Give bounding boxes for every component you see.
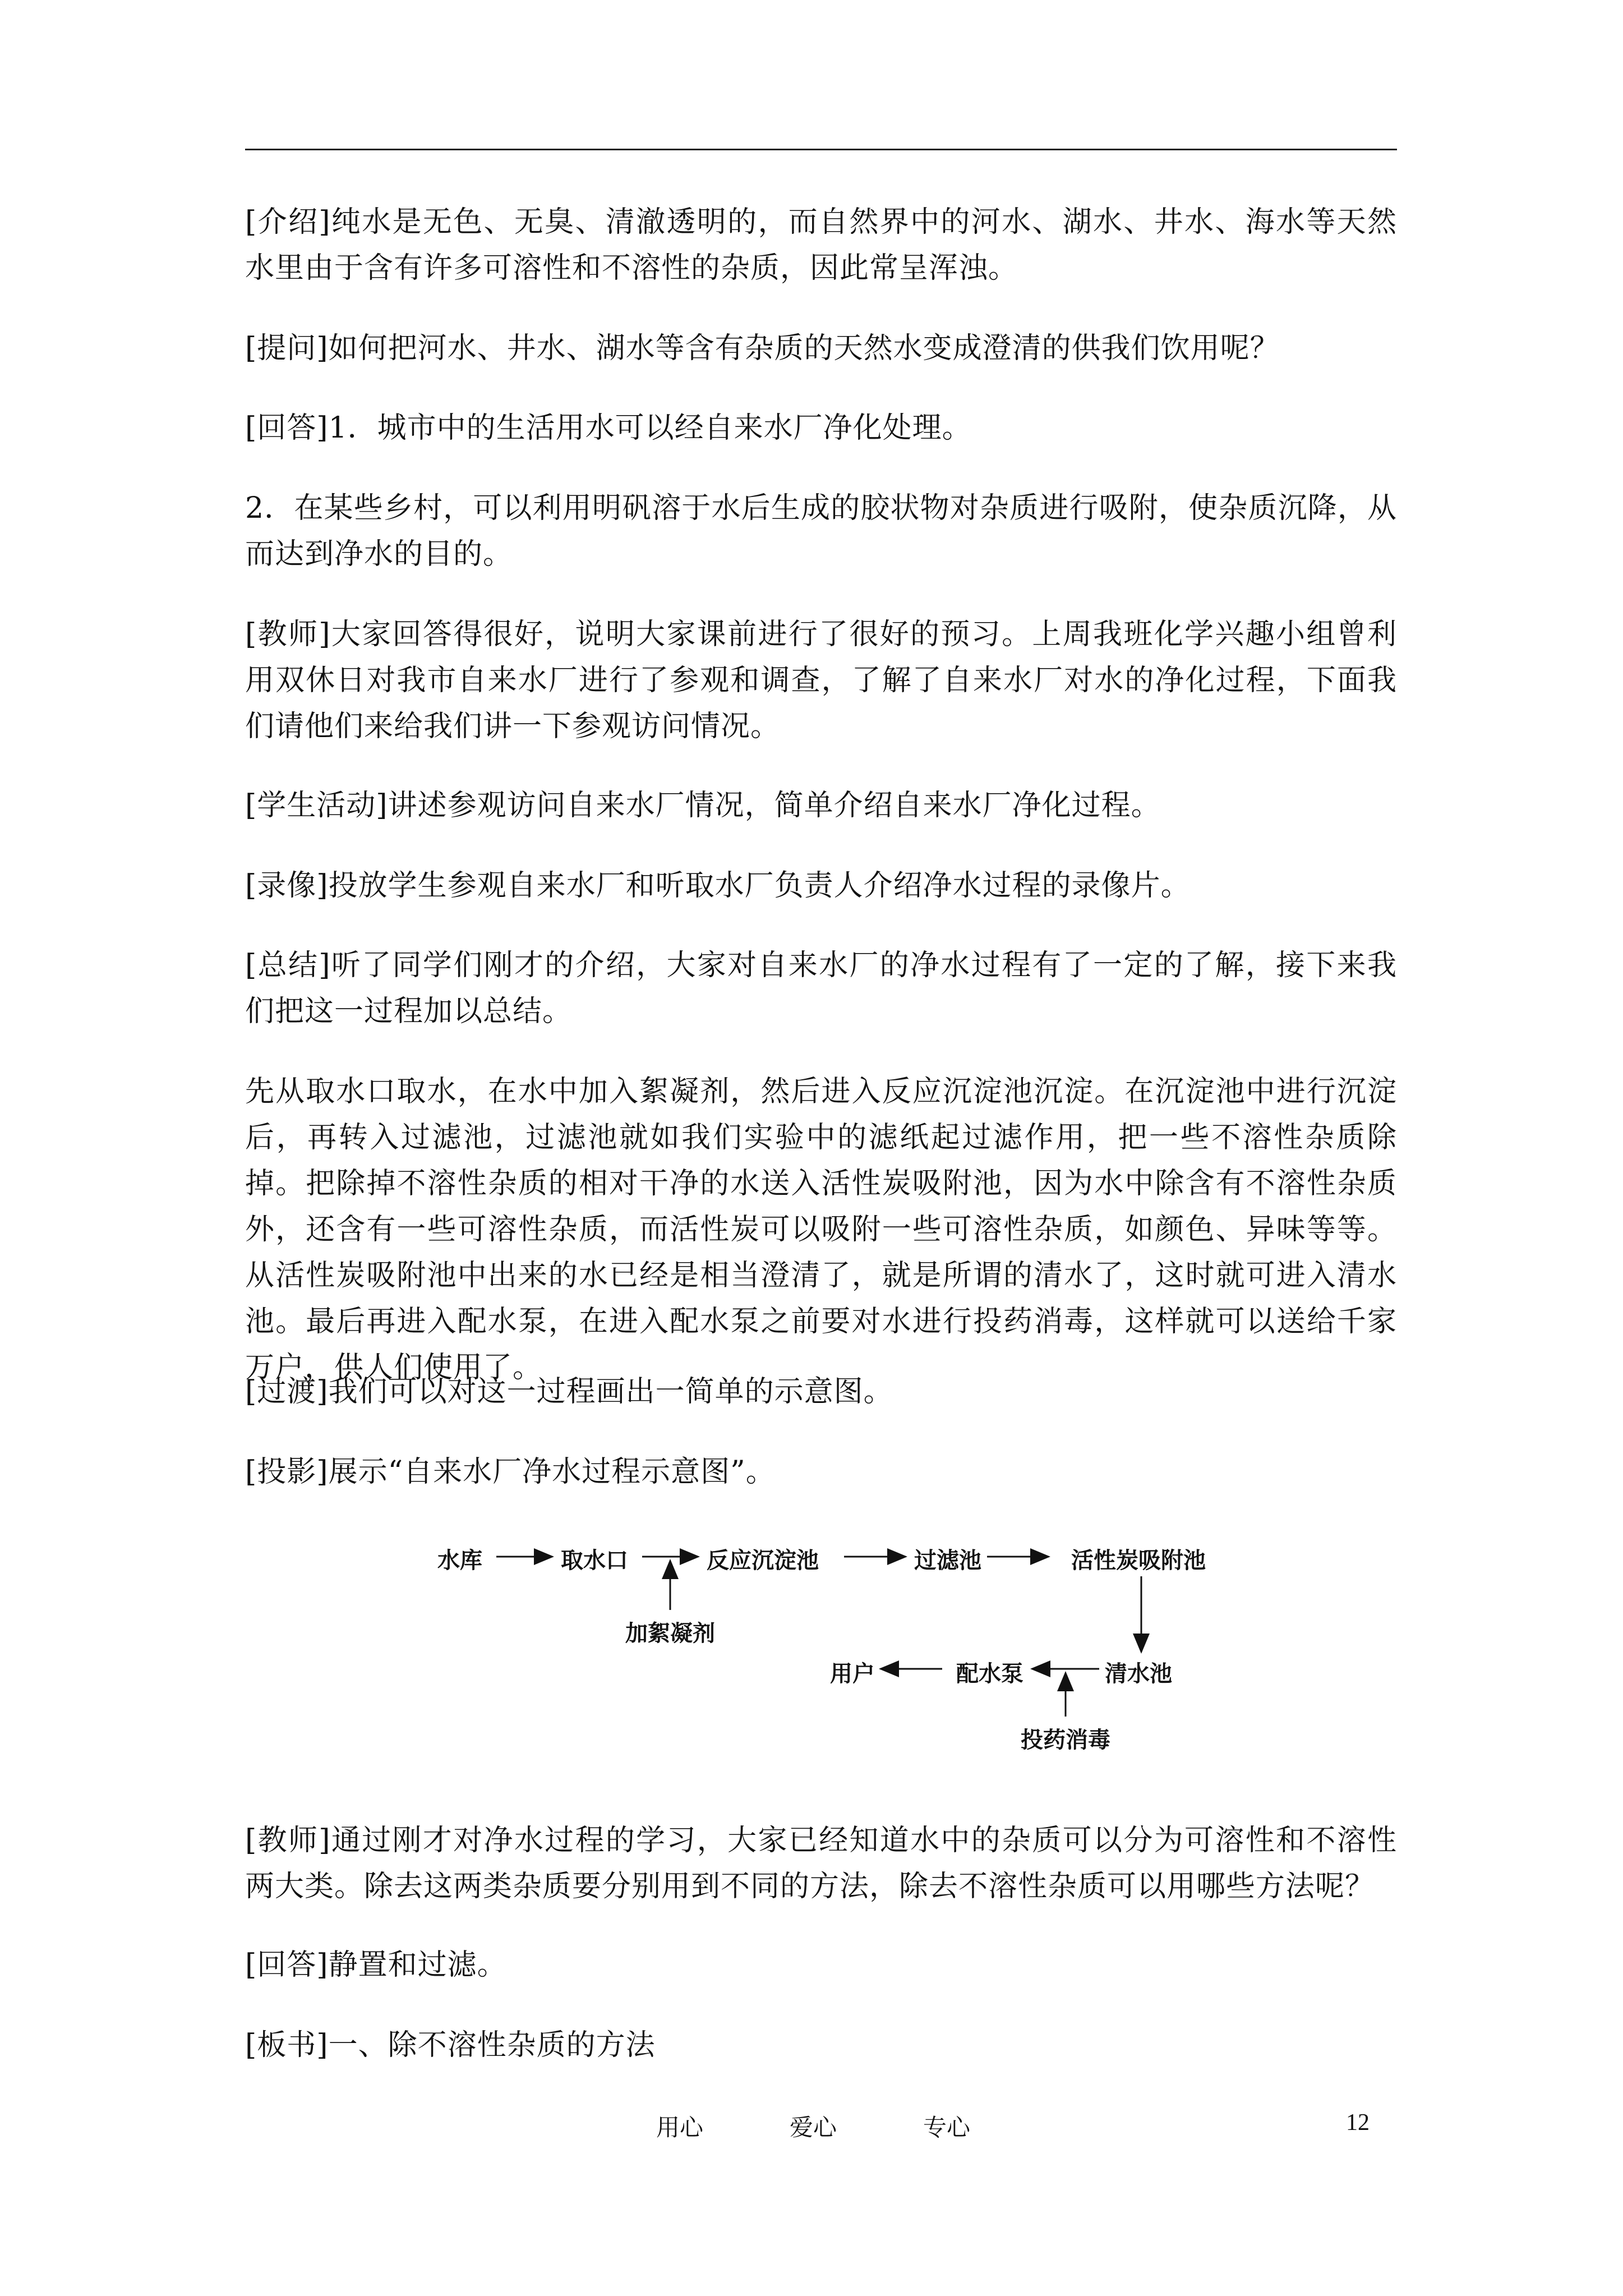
paragraph-question: [提问]如何把河水、井水、湖水等含有杂质的天然水变成澄清的供我们饮用呢？ (245, 332, 1280, 365)
paragraph-answer-1: [回答]1．城市中的生活用水可以经自来水厂净化处理。 (245, 411, 972, 445)
paragraph-intro: [介绍]纯水是无色、无臭、清澈透明的，而自然界中的河水、湖水、井水、海水等天然水里由于含有许多可溶性和不溶性的杂质，因此常呈浑浊。 (245, 205, 1397, 285)
footer-word: 用心 (656, 2114, 704, 2141)
footer-motto (656, 2109, 970, 2143)
page-number: 12 (1346, 2110, 1370, 2136)
paragraph-summary: [总结]听了同学们刚才的介绍，大家对自来水厂的净水过程有了一定的了解，接下来我们把这一过程加以总结。 (245, 949, 1397, 1028)
header-rule (245, 149, 1397, 150)
paragraph-process: 先从取水口取水，在水中加入絮凝剂，然后进入反应沉淀池沉淀。在沉淀池中进行沉淀后，再转入过滤池，过滤池就如我们实验中的滤纸起过滤作用，把一些不溶性杂质除掉。把除掉不溶性杂质的相对干净的水送入活性炭吸附池，因为水中除含有不溶性杂质外，还含有一些可溶性杂质，而活性炭可以吸附一些可溶性杂质，如颜色、异味等等。从活性炭吸附池中出来的水已经是相当澄清了，就是所谓的清水了，这时就可进入清水池。最后再进入配水泵，在进入配水泵之前要对水进行投药消毒，这样就可以送给千家万户，供人们使用了。 (245, 1075, 1397, 1384)
paragraph-student-activity: [学生活动]讲述参观访问自来水厂情况，简单介绍自来水厂净化过程。 (245, 789, 1161, 822)
node-clear-tank: 清水池 (1105, 1661, 1172, 1687)
node-disinfect: 投药消毒 (1021, 1727, 1110, 1753)
footer-word: 爱心 (789, 2114, 837, 2141)
footer-word: 专心 (923, 2114, 970, 2141)
node-carbon-tank: 活性炭吸附池 (1071, 1548, 1206, 1573)
node-filter-tank: 过滤池 (914, 1548, 981, 1573)
paragraph-projection: [投影]展示“自来水厂净水过程示意图”。 (245, 1455, 776, 1489)
node-user: 用户 (830, 1661, 875, 1687)
paragraph-transition: [过渡]我们可以对这一过程画出一简单的示意图。 (245, 1375, 893, 1409)
paragraph-teacher-2: [教师]通过刚才对净水过程的学习，大家已经知道水中的杂质可以分为可溶性和不溶性两大类。除去这两类杂质要分别用到不同的方法，除去不溶性杂质可以用哪些方法呢？ (245, 1824, 1397, 1903)
node-reaction-tank: 反应沉淀池 (707, 1548, 819, 1573)
node-reservoir: 水库 (437, 1548, 482, 1573)
node-pump: 配水泵 (956, 1661, 1023, 1687)
paragraph-blackboard: [板书]一、除不溶性杂质的方法 (245, 2028, 656, 2062)
paragraph-teacher-1: [教师]大家回答得很好，说明大家课前进行了很好的预习。上周我班化学兴趣小组曾利用双休日对我市自来水厂进行了参观和调查，了解了自来水厂对水的净化过程，下面我们请他们来给我们讲一下参观访问情况。 (245, 618, 1397, 743)
paragraph-answer-2: 2．在某些乡村，可以利用明矾溶于水后生成的胶状物对杂质进行吸附，使杂质沉降，从而达到净水的目的。 (245, 491, 1397, 571)
paragraph-video: [录像]投放学生参观自来水厂和听取水厂负责人介绍净水过程的录像片。 (245, 869, 1191, 903)
paragraph-answer-3: [回答]静置和过滤。 (245, 1948, 507, 1982)
node-flocculant: 加絮凝剂 (625, 1621, 715, 1646)
water-treatment-diagram (437, 1531, 1245, 1773)
node-intake: 取水口 (561, 1548, 628, 1573)
